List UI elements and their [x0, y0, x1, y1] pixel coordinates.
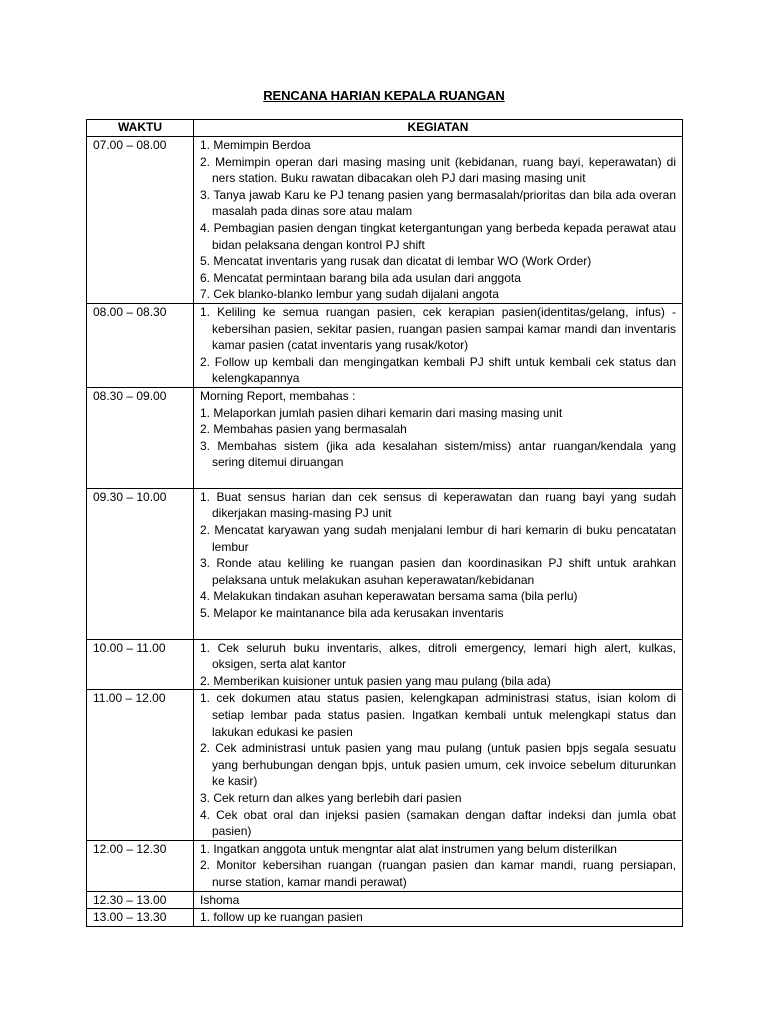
time-cell: 08.00 – 08.30 [87, 303, 194, 387]
activity-item: 3. Cek return dan alkes yang berlebih dari pasien [200, 790, 462, 805]
activity-item: 2. Membahas pasien yang bermasalah [200, 422, 407, 437]
table-row [87, 137, 683, 304]
table-row [87, 488, 683, 639]
activity-item: 4. Melakukan tindakan asuhan keperawatan bersama sama (bila perlu) [200, 589, 578, 604]
table-row [87, 909, 683, 927]
activity-cell [194, 303, 683, 387]
activity-cell [194, 891, 683, 909]
page-title: RENCANA HARIAN KEPALA RUANGAN [263, 88, 505, 103]
time-cell: 10.00 – 11.00 [87, 639, 194, 690]
row-spacer [200, 471, 676, 488]
activity-item: 1. Ingatkan anggota untuk mengntar alat alat instrumen yang belum disterilkan [200, 841, 617, 856]
activity-item: 4. Pembagian pasien dengan tingkat ketergantungan yang berbeda kepada perawat atau bidan pelaksana dengan kontrol PJ shift [200, 220, 676, 252]
activity-item: 3. Tanya jawab Karu ke PJ tenang pasien yang bermasalah/prioritas dan bila ada overan masalah pada dinas sore atau malam [200, 187, 676, 219]
activity-item: 6. Mencatat permintaan barang bila ada usulan dari anggota [200, 270, 521, 285]
activity-cell [194, 137, 683, 304]
activity-cell [194, 690, 683, 840]
activity-item: 2. Cek administrasi untuk pasien yang mau pulang (untuk pasien bpjs segala sesuatu yang berhubungan dengan bpjs, untuk pasien umum, cek invoice sebelum diturunkan ke kasir) [200, 741, 676, 789]
activity-cell [194, 909, 683, 927]
activity-item: 2. Follow up kembali dan mengingatkan kembali PJ shift untuk kembali cek status dan kelengkapannya [200, 354, 676, 386]
activity-item: 1. Melaporkan jumlah pasien dihari kemarin dari masing masing unit [200, 405, 563, 420]
activity-item: 2. Memimpin operan dari masing masing unit (kebidanan, ruang bayi, keperawatan) di ners station. Buku rawatan dibacakan oleh PJ dari masing masing unit [200, 154, 676, 186]
column-header-kegiatan: KEGIATAN [194, 120, 683, 137]
activity-cell [194, 639, 683, 690]
table-row [87, 690, 683, 840]
schedule-table [86, 119, 683, 927]
time-cell: 11.00 – 12.00 [87, 690, 194, 840]
column-header-waktu: WAKTU [87, 120, 194, 137]
time-cell: 09.30 – 10.00 [87, 488, 194, 639]
activity-cell [194, 488, 683, 639]
activity-cell [194, 387, 683, 488]
time-cell: 07.00 – 08.00 [87, 137, 194, 304]
activity-item: 1. Keliling ke semua ruangan pasien, cek kerapian pasien(identitas/gelang, infus) - kebersihan pasien, sekitar pasien, ruangan pasien sampai kamar mandi dan inventaris kamar pasien (catat inventaris yang rusak/kotor) [200, 304, 676, 353]
table-row [87, 840, 683, 891]
activity-cell [194, 840, 683, 891]
activity-intro: Ishoma [200, 892, 240, 907]
activity-item: 4. Cek obat oral dan injeksi pasien (samakan dengan daftar indeksi dan jumla obat pasien) [200, 807, 676, 839]
table-row [87, 303, 683, 387]
time-cell: 12.00 – 12.30 [87, 840, 194, 891]
activity-item: 1. Buat sensus harian dan cek sensus di keperawatan dan ruang bayi yang sudah dikerjakan masing-masing PJ unit [200, 489, 676, 521]
activity-item: 1. cek dokumen atau status pasien, kelengkapan administrasi status, isian kolom di setiap lembar pada status pasien. Ingatkan kembali untuk melengkapi status dan lakukan edukasi ke pasien [200, 691, 676, 739]
activity-intro: Morning Report, membahas : [200, 388, 356, 403]
time-cell: 08.30 – 09.00 [87, 387, 194, 488]
time-cell: 13.00 – 13.30 [87, 909, 194, 927]
activity-item: 1. Cek seluruh buku inventaris, alkes, ditroli emergency, lemari high alert, kulkas, oksigen, serta alat kantor [200, 640, 676, 672]
activity-item: 1. follow up ke ruangan pasien [200, 910, 363, 925]
activity-item: 7. Cek blanko-blanko lembur yang sudah dijalani angota [200, 287, 499, 302]
activity-item: 3. Ronde atau keliling ke ruangan pasien dan koordinasikan PJ shift untuk arahkan pelaksana untuk melakukan asuhan keperawatan/kebidanan [200, 556, 676, 587]
activity-item: 2. Mencatat karyawan yang sudah menjalani lembur di hari kemarin di buku pencatatan lembur [200, 523, 676, 554]
activity-item: 3. Membahas sistem (jika ada kesalahan sistem/miss) antar ruangan/kendala yang sering ditemui diruangan [200, 438, 676, 470]
time-cell: 12.30 – 13.00 [87, 891, 194, 909]
table-row [87, 639, 683, 690]
table-row [87, 891, 683, 909]
table-row [87, 387, 683, 488]
activity-item: 5. Melapor ke maintanance bila ada kerusakan inventaris [200, 606, 504, 621]
table-header-row [87, 120, 683, 137]
activity-item: 1. Memimpin Berdoa [200, 138, 311, 152]
activity-item: 5. Mencatat inventaris yang rusak dan dicatat di lembar WO (Work Order) [200, 254, 592, 269]
activity-item: 2. Memberikan kuisioner untuk pasien yang mau pulang (bila ada) [200, 673, 551, 688]
activity-item: 2. Monitor kebersihan ruangan (ruangan pasien dan kamar mandi, ruang persiapan, nurse station, kamar mandi perawat) [200, 858, 676, 889]
row-spacer [200, 622, 676, 639]
